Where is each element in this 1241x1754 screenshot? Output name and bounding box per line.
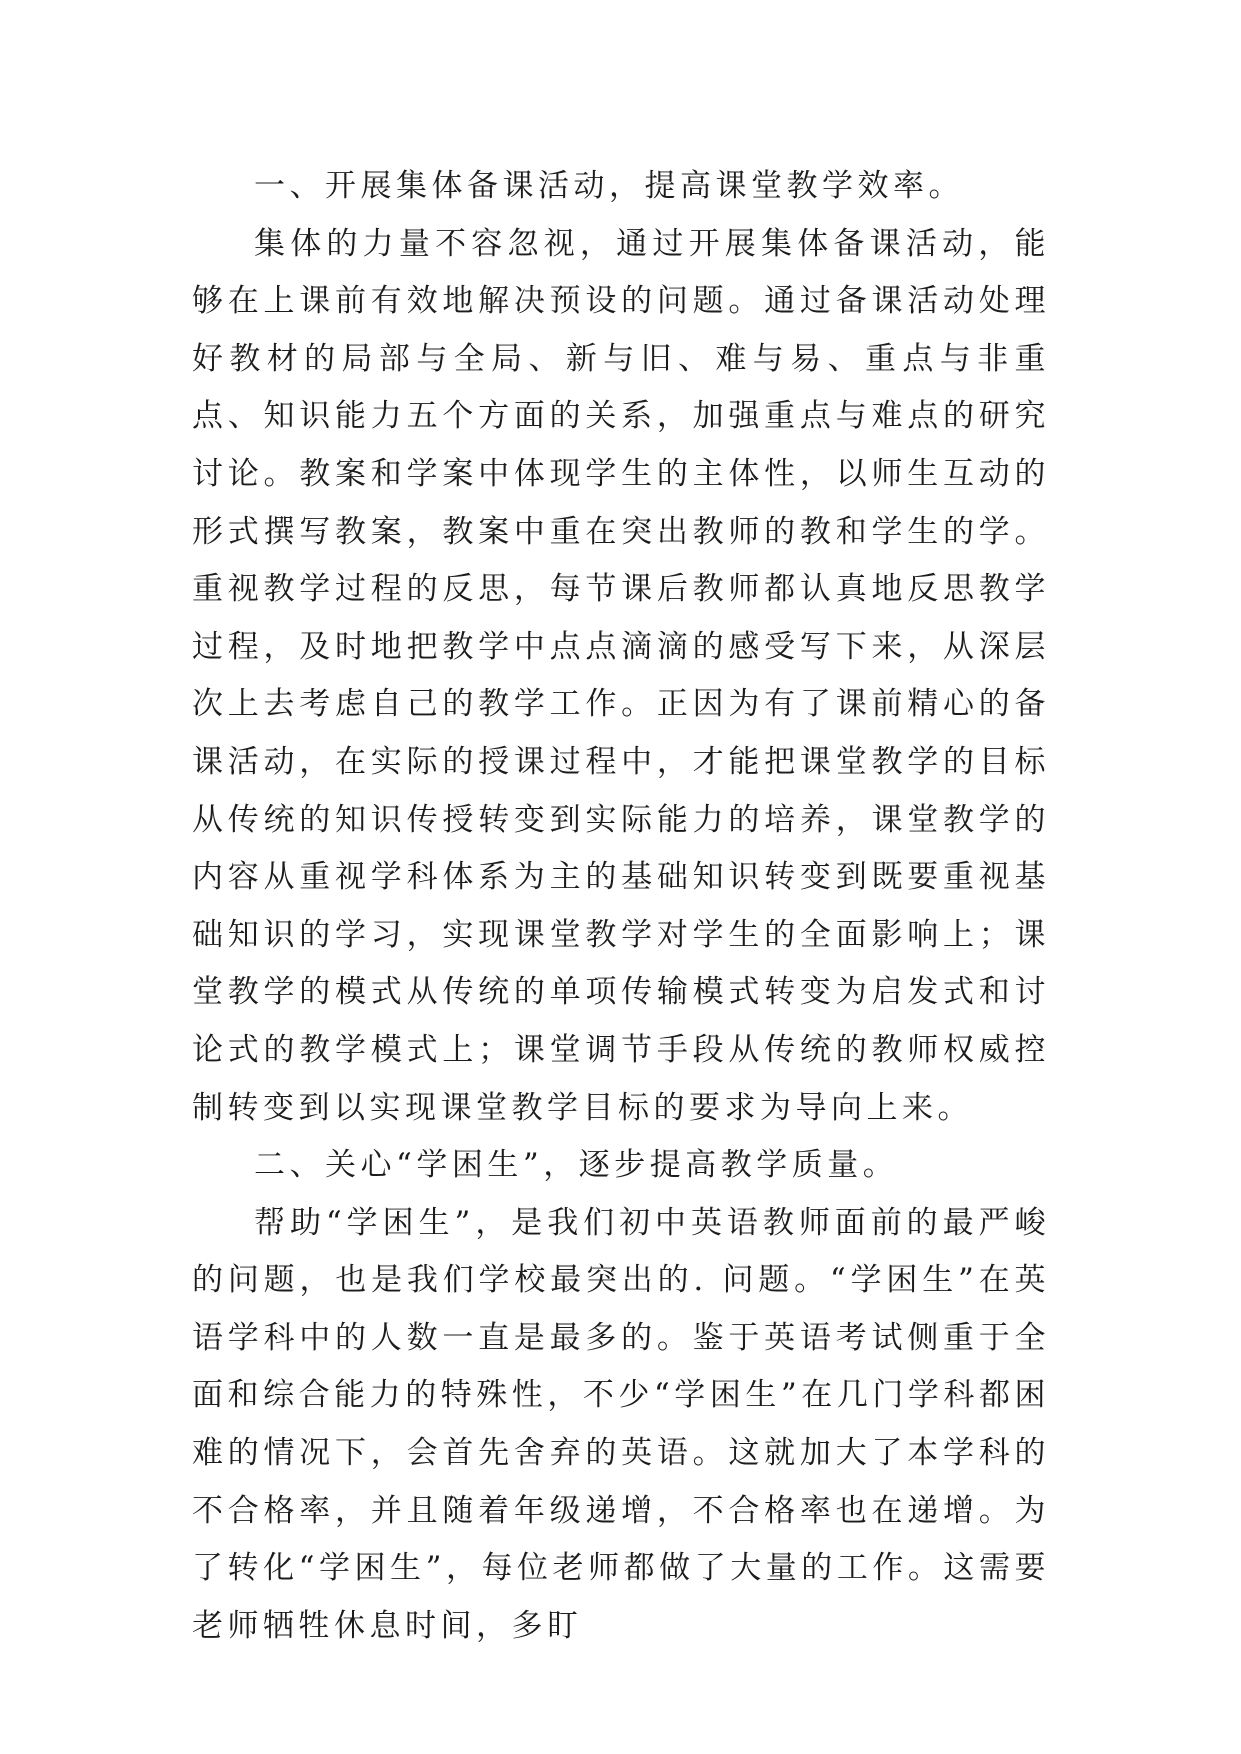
section-heading-1: 一、开展集体备课活动，提高课堂教学效率。 [254,168,964,204]
paragraph-struggling-students: 帮助“学困生”，是我们初中英语教师面前的最严峻的问题，也是我们学校最突出的. 问题。“学困生”在英语学科中的人数一直是最多的。鉴于英语考试侧重于全面和综合能力的特殊性，不少“学困生”在几门学科都困难的情况下，会首先舍弃的英语。这就加大了本学科的不合格率，并且随着年级递增，不合格率也在递增。为了转化“学困生”，每位老师都做了大量的工作。这需要老师牺牲休息时间，多盯 [192,1204,1050,1644]
section-heading-2: 二、关心“学困生”，逐步提高教学质量。 [254,1147,899,1184]
paragraph-collective-lesson-prep: 集体的力量不容忽视，通过开展集体备课活动，能够在上课前有效地解决预设的问题。通过备课活动处理好教材的局部与全局、新与旧、难与易、重点与非重点、知识能力五个方面的关系，加强重点与难点的研究讨论。教案和学案中体现学生的主体性，以师生互动的形式撰写教案，教案中重在突出教师的教和学生的学。重视教学过程的反思，每节课后教师都认真地反思教学过程，及时地把教学中点点滴滴的感受写下来，从深层次上去考虑自己的教学工作。正因为有了课前精心的备课活动，在实际的授课过程中，才能把课堂教学的目标从传统的知识传授转变到实际能力的培养，课堂教学的内容从重视学科体系为主的基础知识转变到既要重视基础知识的学习，实现课堂教学对学生的全面影响上；课堂教学的模式从传统的单项传输模式转变为启发式和讨论式的教学模式上；课堂调节手段从传统的教师权威控制转变到以实现课堂教学目标的要求为导向上来。 [192,225,1050,1126]
document-body [192,158,1050,1655]
